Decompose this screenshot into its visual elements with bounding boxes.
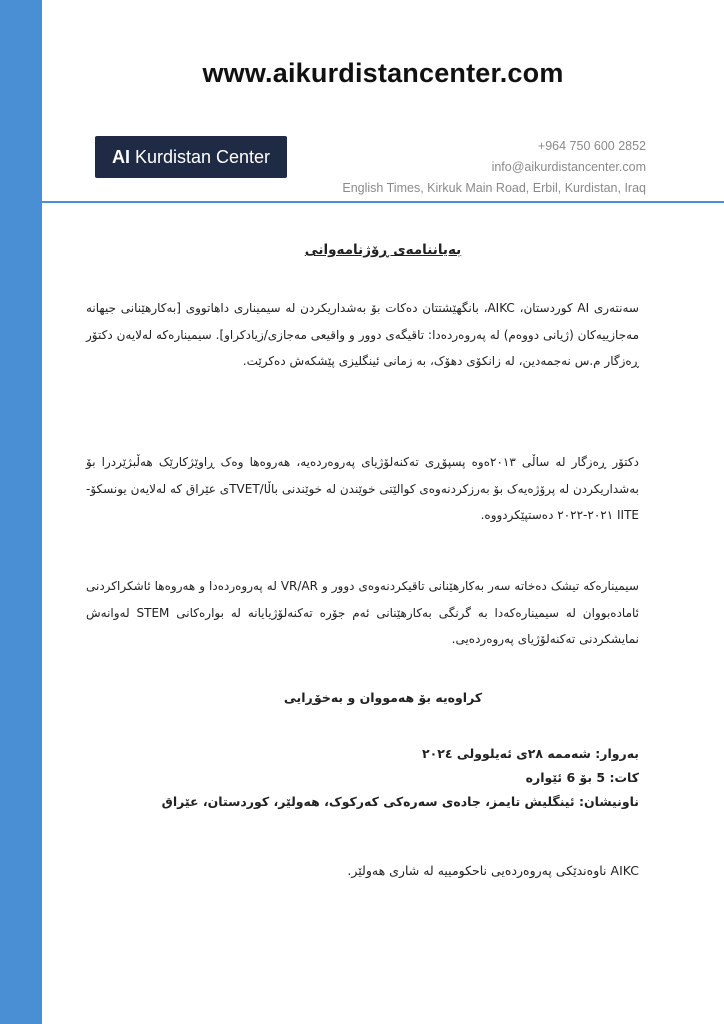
paragraph-1: سەنتەری AI کوردستان، AIKC، بانگهێشتتان دەکات بۆ بەشداریکردن لە سیمیناری داهاتووی [بەکارهێنانی جیهانە مەجازییەکان (ژیانی دووەم) لە پەروەردەدا: تاقیگەی دوور و واقیعی مەجازی/زیادکراو]. سیمینارەکە لەلایەن دکتۆر ڕەزگار م.س نەجمەدین، لە زانکۆی دهۆک، بە زمانی ئینگلیزی پێشکەش دەکرێت. bbox=[86, 301, 639, 368]
document-title bbox=[42, 242, 724, 258]
paragraph-3: سیمینارەکە تیشک دەخاتە سەر بەکارهێنانی تاقیکردنەوەی دوور و VR/AR لە پەروەردەدا و هەروەها ئاشکراکردنی ئامادەبووان لە سیمینارەکەدا بە گرنگی بەکارهێنانی ئەم جۆرە تەکنەلۆژیایانە لە بوارەکانی STEM لەوانەش نمایشکردنی تەکنەلۆژیای پەروەردەیی. bbox=[86, 579, 639, 646]
event-details bbox=[86, 742, 639, 814]
header-divider bbox=[42, 201, 724, 203]
logo-ai-mark: AI bbox=[111, 146, 130, 167]
event-time: کات: 5 بۆ 6 ئێوارە bbox=[525, 770, 639, 785]
contact-address: English Times, Kirkuk Main Road, Erbil, Kurdistan, Iraq bbox=[342, 181, 646, 195]
logo-name: Kurdistan Center bbox=[134, 146, 271, 167]
footer-note: AIKC ناوەندێکی پەروەردەیی ناحکومییە لە شاری هەولێر. bbox=[347, 863, 639, 878]
event-location: ناونیشان: ئینگلیش تایمز، جادەی سەرەکی کەرکوک، هەولێر، کوردستان، عێراق bbox=[161, 794, 639, 809]
contact-phone: +964 750 600 2852 bbox=[537, 139, 646, 153]
event-date: بەروار: شەممە ٢٨ی ئەیلوولی ٢٠٢٤ bbox=[422, 746, 639, 761]
event-subtitle: کراوەیە بۆ هەمووان و بەخۆڕایی bbox=[283, 690, 483, 705]
contact-email[interactable]: info@aikurdistancenter.com bbox=[491, 160, 646, 174]
logo bbox=[95, 136, 287, 178]
document-title-text: بەیاننامەی ڕۆژنامەوانی bbox=[304, 242, 462, 258]
paragraph-2: دکتۆر ڕەزگار لە ساڵی ٢٠١٣ەوە پسپۆڕی تەکنەلۆژیای پەروەردەیە، هەروەها وەک ڕاوێژکارێک هەڵبژێردرا بۆ بەشداریکردن لە پرۆژەیەک بۆ بەرزکردنەوەی کوالێتی خوێندن لە خوێندنی باڵا/TVETی عێراق کە لەلایەن یونسکۆ-IITE ٢٠٢١-٢٠٢٢ دەستپێکردووە. bbox=[86, 455, 639, 522]
website-url[interactable]: www.aikurdistancenter.com bbox=[202, 58, 564, 88]
side-accent-bar bbox=[0, 0, 42, 1024]
contact-block bbox=[342, 136, 646, 199]
